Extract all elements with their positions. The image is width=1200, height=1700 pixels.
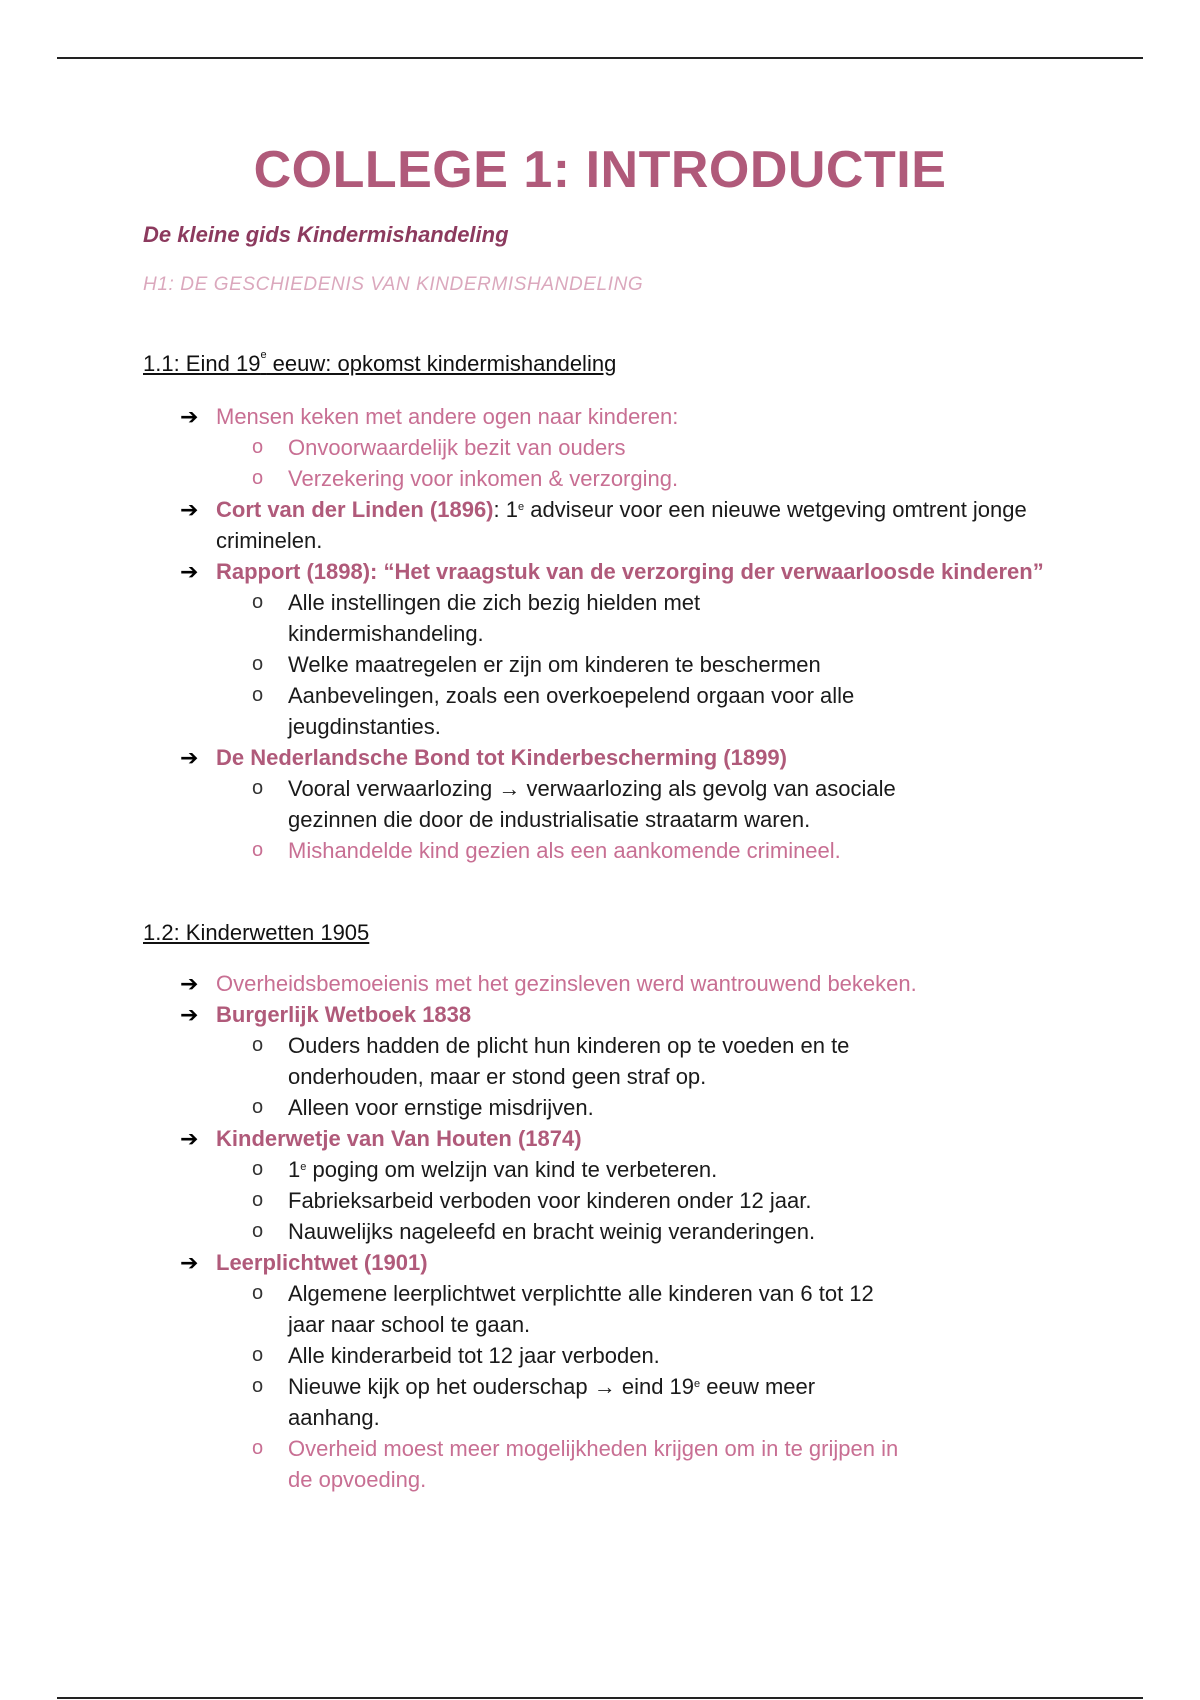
- page-title: COLLEGE 1: INTRODUCTIE: [253, 141, 947, 199]
- arrow-bullet-icon: ➔: [180, 745, 199, 770]
- arrow-bullet-icon: ➔: [180, 559, 199, 584]
- sub-list-item: o Verzekering voor inkomen & verzorging.: [0, 463, 1050, 494]
- section-1-2-list: [0, 968, 1200, 1495]
- circle-bullet-icon: o: [252, 1375, 264, 1397]
- circle-bullet-icon: o: [252, 777, 264, 799]
- sub-list-item: o Welke maatregelen er zijn om kinderen te beschermen: [0, 649, 1050, 680]
- sub-list-item: o 1e poging om welzijn van kind te verbeteren.: [0, 1154, 1050, 1185]
- sub-list-item: o Mishandelde kind gezien als een aankomende crimineel.: [0, 835, 1050, 866]
- section-heading-1-2: 1.2: Kinderwetten 1905: [143, 920, 370, 945]
- list-item: ➔ Leerplichtwet (1901) o Algemene leerplichtwet verplichtte alle kinderen van 6 tot 12 jaar naar school te gaan. o Alle kinderarbeid tot 12 jaar verboden. o Nieuwe kijk op het ouderschap → eind 19e eeuw meer aanhang. o Overheid moest meer mogelijkheden krijgen om in te grijpen in de opvoeding.: [0, 1247, 1200, 1495]
- sub-list-item: o Fabrieksarbeid verboden voor kinderen onder 12 jaar.: [0, 1185, 1050, 1216]
- arrow-bullet-icon: ➔: [180, 497, 199, 522]
- circle-bullet-icon: o: [252, 467, 264, 489]
- sub-list-item: o Alleen voor ernstige misdrijven.: [0, 1092, 1050, 1123]
- list-item: ➔ Burgerlijk Wetboek 1838 o Ouders hadden de plicht hun kinderen op te voeden en te onderhouden, maar er stond geen straf op. o Alleen voor ernstige misdrijven.: [0, 999, 1200, 1123]
- circle-bullet-icon: o: [252, 1096, 264, 1118]
- list-item: ➔ Mensen keken met andere ogen naar kinderen: o Onvoorwaardelijk bezit van ouders o Verzekering voor inkomen & verzorging.: [0, 401, 1200, 494]
- list-item: ➔ Rapport (1898): “Het vraagstuk van de verzorging der verwaarloosde kinderen” o Alle instellingen die zich bezig hielden met kindermishandeling. o Welke maatregelen er zijn om kinderen te beschermen o Aanbevelingen, zoals een overkoepelend orgaan voor alle jeugdinstanties.: [0, 556, 1200, 742]
- circle-bullet-icon: o: [252, 1437, 264, 1459]
- sub-list-item: o Nieuwe kijk op het ouderschap → eind 19e eeuw meer aanhang.: [0, 1371, 1050, 1433]
- circle-bullet-icon: o: [252, 436, 264, 458]
- arrow-bullet-icon: ➔: [180, 404, 199, 429]
- list-item: ➔ Overheidsbemoeienis met het gezinsleven werd wantrouwend bekeken.: [0, 968, 1200, 999]
- list-item: ➔ Cort van der Linden (1896): 1e adviseur voor een nieuwe wetgeving omtrent jonge criminelen.: [0, 494, 1200, 556]
- circle-bullet-icon: o: [252, 653, 264, 675]
- sub-list-item: o Overheid moest meer mogelijkheden krijgen om in te grijpen in de opvoeding.: [0, 1433, 1050, 1495]
- sub-list-item: o Alle kinderarbeid tot 12 jaar verboden.: [0, 1340, 1050, 1371]
- circle-bullet-icon: o: [252, 1282, 264, 1304]
- sub-list-item: o Ouders hadden de plicht hun kinderen op te voeden en te onderhouden, maar er stond geen straf op.: [0, 1030, 1050, 1092]
- sub-list-item: o Nauwelijks nageleefd en bracht weinig veranderingen.: [0, 1216, 1050, 1247]
- circle-bullet-icon: o: [252, 1034, 264, 1056]
- sub-list-item: o Vooral verwaarlozing → verwaarlozing als gevolg van asociale gezinnen die door de industrialisatie straatarm waren.: [0, 773, 1050, 835]
- circle-bullet-icon: o: [252, 1189, 264, 1211]
- sub-list-item: o Onvoorwaardelijk bezit van ouders: [0, 432, 1050, 463]
- circle-bullet-icon: o: [252, 684, 264, 706]
- section-heading-1-1: 1.1: Eind 19e eeuw: opkomst kindermishandeling: [143, 349, 617, 376]
- footer-rule: [57, 1697, 1143, 1699]
- sub-list-item: o Aanbevelingen, zoals een overkoepelend orgaan voor alle jeugdinstanties.: [0, 680, 1050, 742]
- sub-list-item: o Alle instellingen die zich bezig hielden met kindermishandeling.: [0, 587, 1050, 649]
- arrow-bullet-icon: ➔: [180, 971, 199, 996]
- circle-bullet-icon: o: [252, 591, 264, 613]
- list-item: ➔ Kinderwetje van Van Houten (1874) o 1e poging om welzijn van kind te verbeteren. o Fabrieksarbeid verboden voor kinderen onder 12 jaar. o Nauwelijks nageleefd en bracht weinig veranderingen.: [0, 1123, 1200, 1247]
- section-1-1-list: [0, 401, 1200, 866]
- circle-bullet-icon: o: [252, 839, 264, 861]
- circle-bullet-icon: o: [252, 1220, 264, 1242]
- circle-bullet-icon: o: [252, 1344, 264, 1366]
- arrow-bullet-icon: ➔: [180, 1002, 199, 1027]
- book-subtitle: De kleine gids Kindermishandeling: [143, 222, 509, 247]
- arrow-bullet-icon: ➔: [180, 1250, 199, 1275]
- sub-list-item: o Algemene leerplichtwet verplichtte alle kinderen van 6 tot 12 jaar naar school te gaan.: [0, 1278, 1050, 1340]
- circle-bullet-icon: o: [252, 1158, 264, 1180]
- list-item: ➔ De Nederlandsche Bond tot Kinderbescherming (1899) o Vooral verwaarlozing → verwaarlozing als gevolg van asociale gezinnen die door de industrialisatie straatarm waren. o Mishandelde kind gezien als een aankomende crimineel.: [0, 742, 1200, 866]
- arrow-bullet-icon: ➔: [180, 1126, 199, 1151]
- chapter-heading: H1: DE GESCHIEDENIS VAN KINDERMISHANDELING: [143, 274, 644, 295]
- header-rule: [57, 57, 1143, 59]
